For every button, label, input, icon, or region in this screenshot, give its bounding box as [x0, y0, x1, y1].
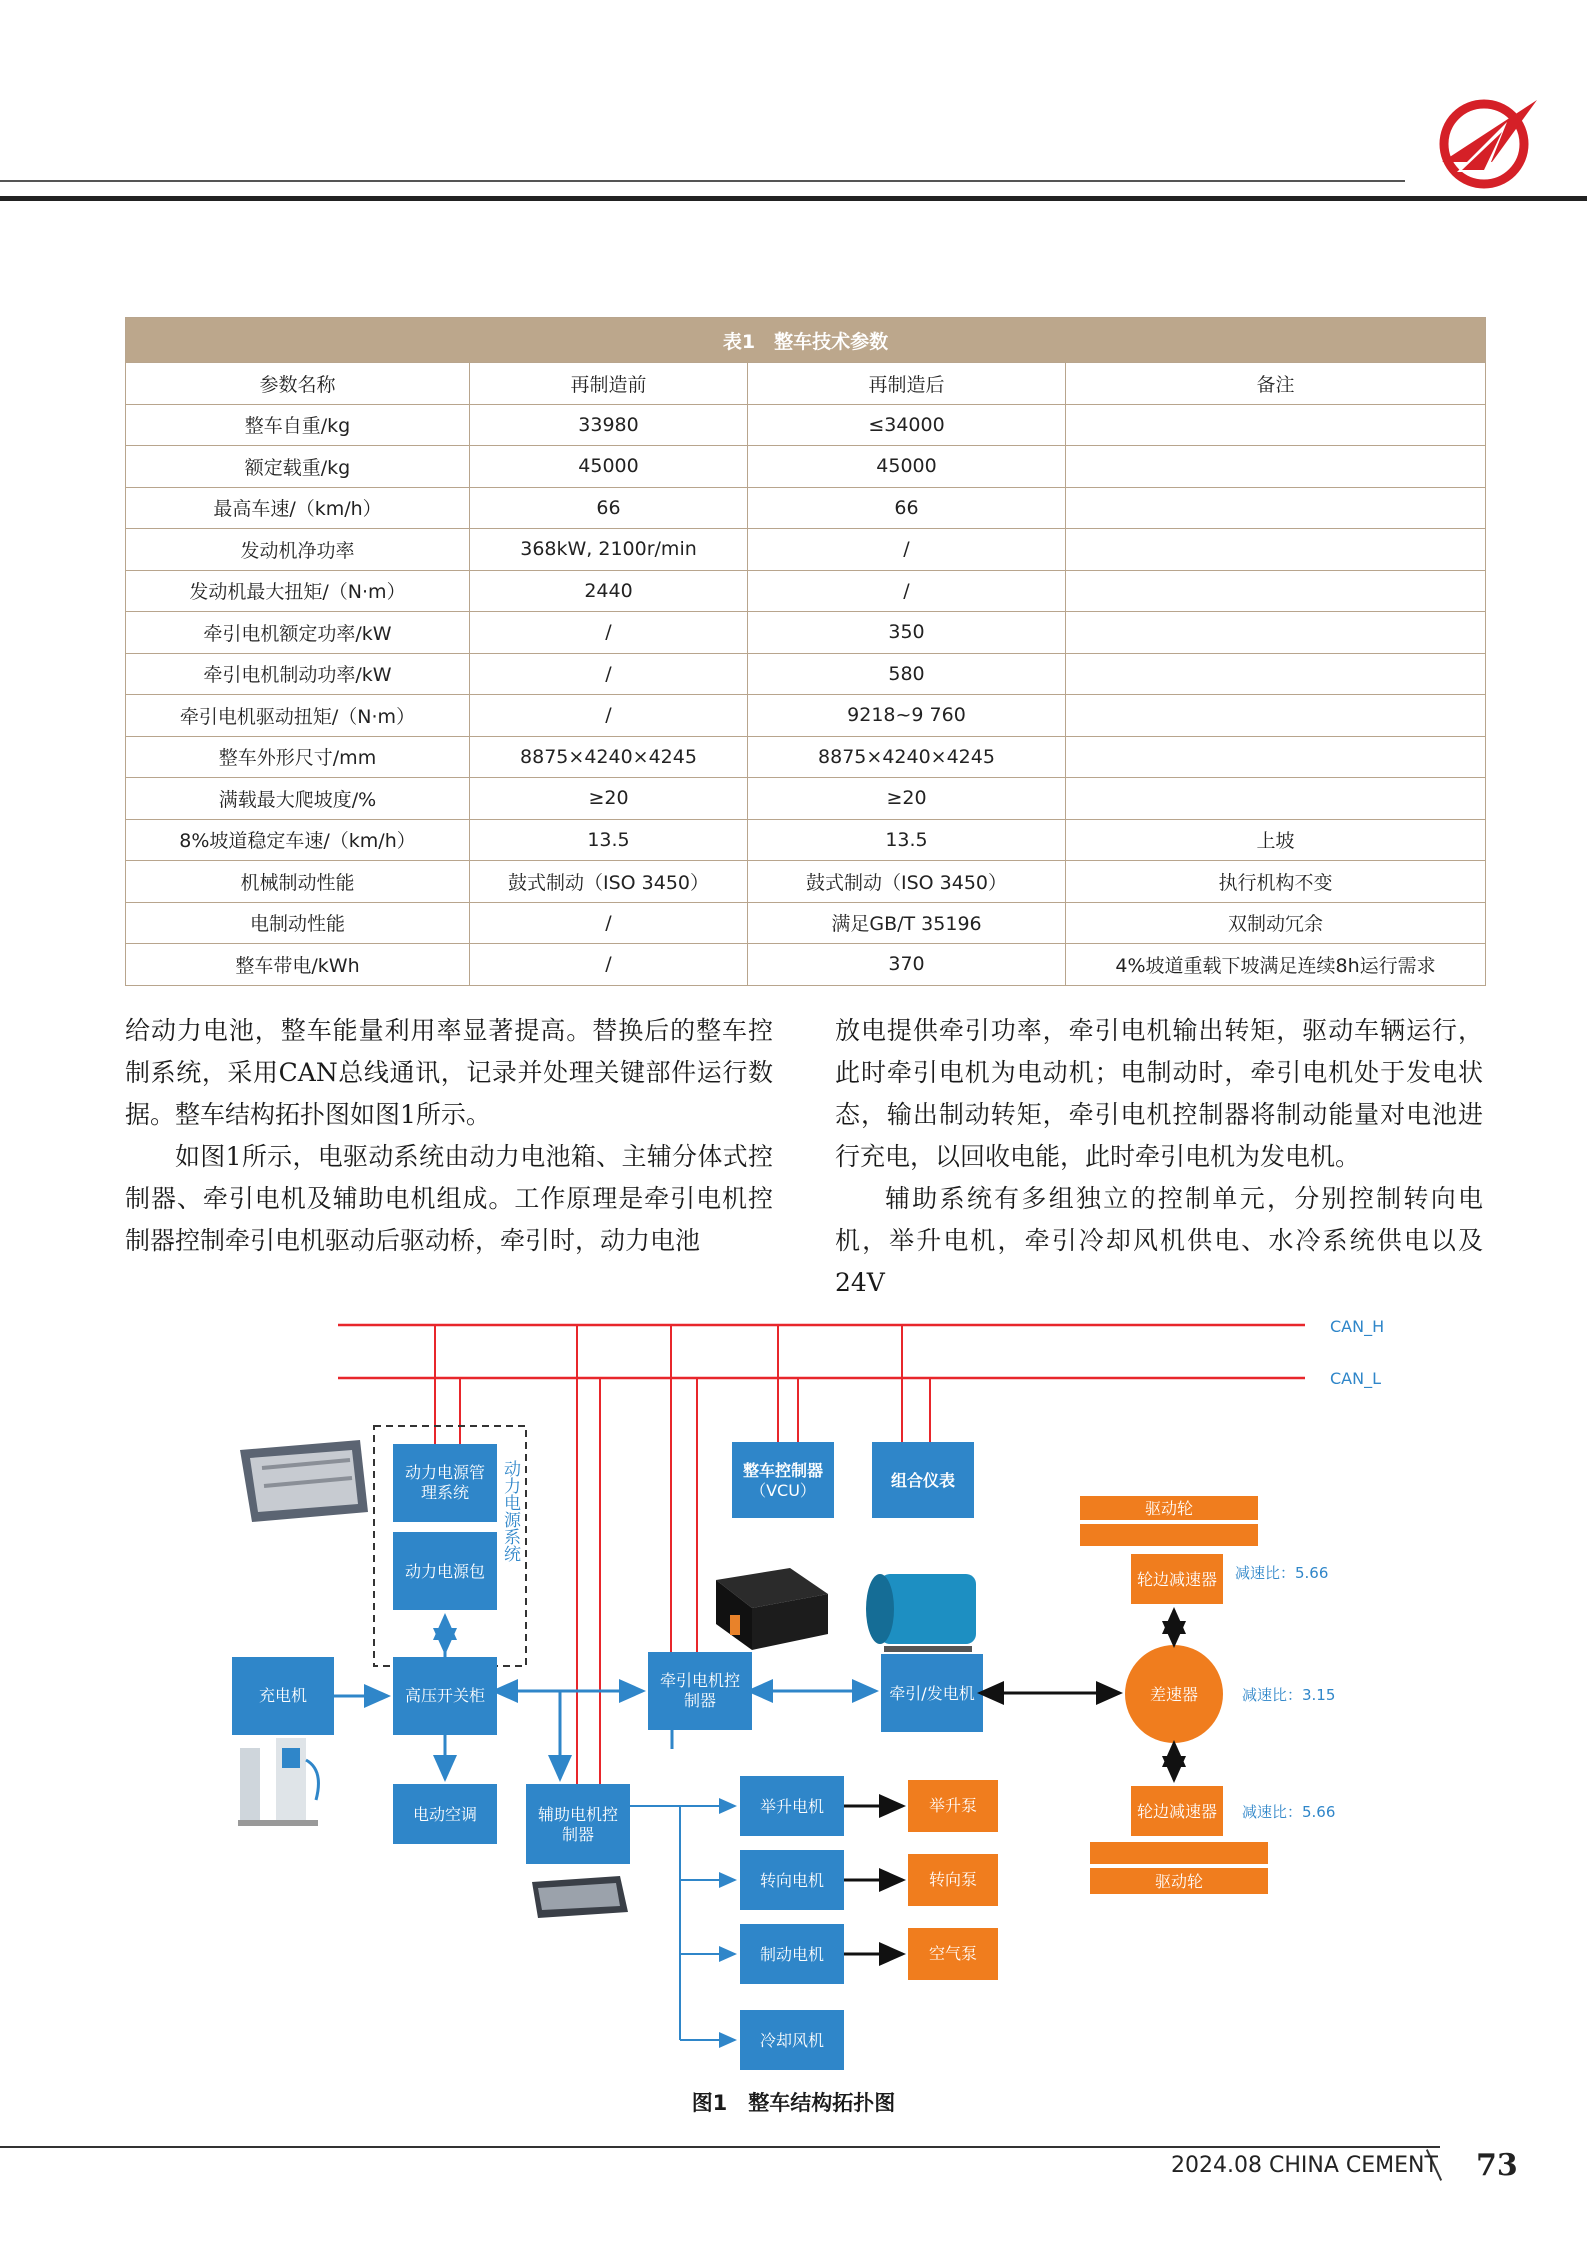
- table-cell: 66: [470, 487, 748, 529]
- air-pump-label: 空气泵: [928, 1944, 978, 1963]
- table-cell: [1066, 695, 1486, 737]
- footer-rule: [0, 2146, 1440, 2148]
- table-cell: [1066, 736, 1486, 778]
- table-cell: 上坡: [1066, 819, 1486, 861]
- table-cell: 66: [748, 487, 1066, 529]
- ac-label: 电动空调: [412, 1805, 478, 1824]
- table-cell: /: [470, 902, 748, 944]
- aux-controller-label-2: 制器: [561, 1825, 595, 1844]
- table-header-row: [126, 363, 1486, 405]
- topology-diagram: [0, 1290, 1587, 2080]
- table-cell: [1066, 653, 1486, 695]
- table-cell: 2440: [470, 570, 748, 612]
- table-cell: 368kW, 2100r/min: [470, 529, 748, 571]
- table-cell: 45000: [470, 446, 748, 488]
- table-cell: 整车带电/kWh: [126, 944, 470, 986]
- table-row: [126, 861, 1486, 903]
- table-row: [126, 487, 1486, 529]
- table-cell: ≥20: [748, 778, 1066, 820]
- journal-logo-icon: [1432, 92, 1542, 192]
- table-cell: 整车外形尺寸/mm: [126, 736, 470, 778]
- table-cell: 8%坡道稳定车速/（km/h）: [126, 819, 470, 861]
- table-cell: 最高车速/（km/h）: [126, 487, 470, 529]
- table-row: [126, 695, 1486, 737]
- instrument-label: 组合仪表: [890, 1471, 956, 1490]
- table-row: [126, 653, 1486, 695]
- table-header-cell: 备注: [1066, 363, 1486, 405]
- tech-parameters-table: [125, 317, 1486, 986]
- table-cell: 鼓式制动（ISO 3450）: [470, 861, 748, 903]
- battery-module-icon: [240, 1440, 368, 1522]
- charger-icon: [238, 1738, 318, 1826]
- table-cell: /: [470, 944, 748, 986]
- table-header-cell: 参数名称: [126, 363, 470, 405]
- table-cell: 双制动冗余: [1066, 902, 1486, 944]
- table-cell: [1066, 446, 1486, 488]
- table-cell: [1066, 404, 1486, 446]
- table-row: [126, 778, 1486, 820]
- traction-motor-icon: [866, 1574, 976, 1652]
- table-header-cell: 再制造后: [748, 363, 1066, 405]
- table-cell: [1066, 570, 1486, 612]
- table-cell: 8875×4240×4245: [748, 736, 1066, 778]
- table-row: [126, 446, 1486, 488]
- table-cell: 满足GB/T 35196: [748, 902, 1066, 944]
- table-cell: [1066, 778, 1486, 820]
- cool-fan-label: 冷却风机: [759, 2031, 825, 2050]
- table-cell: 580: [748, 653, 1066, 695]
- text-column-left: [125, 1010, 773, 1262]
- drive-wheel-bottom-label: 驱动轮: [1154, 1872, 1204, 1891]
- table-cell: 整车自重/kg: [126, 404, 470, 446]
- vcu-label-2: （VCU）: [750, 1481, 816, 1500]
- table-row: [126, 529, 1486, 571]
- steer-pump-label: 转向泵: [928, 1870, 978, 1889]
- table-cell: 8875×4240×4245: [470, 736, 748, 778]
- traction-controller-label-1: 牵引电机控: [659, 1671, 741, 1690]
- hub-reducer-bottom-label: 轮边减速器: [1136, 1802, 1218, 1821]
- table-cell: ≤34000: [748, 404, 1066, 446]
- bms-label-1: 动力电源管: [404, 1463, 486, 1482]
- table-cell: 13.5: [470, 819, 748, 861]
- table-cell: 鼓式制动（ISO 3450）: [748, 861, 1066, 903]
- table-cell: 9218~9 760: [748, 695, 1066, 737]
- table-cell: ≥20: [470, 778, 748, 820]
- paragraph: 辅助系统有多组独立的控制单元，分别控制转向电机，举升电机，牵引冷却风机供电、水冷系统供电以及24V: [835, 1184, 1483, 1297]
- table-cell: 满载最大爬坡度/%: [126, 778, 470, 820]
- can-l-label: CAN_L: [1330, 1369, 1381, 1388]
- differential-label: 差速器: [1149, 1685, 1199, 1704]
- table-cell: [1066, 487, 1486, 529]
- header-rule-thick: [0, 196, 1587, 201]
- table-row: [126, 902, 1486, 944]
- lift-pump-label: 举升泵: [928, 1796, 978, 1815]
- traction-controller-icon: [716, 1568, 828, 1650]
- table-cell: /: [748, 529, 1066, 571]
- table-cell: 牵引电机制动功率/kW: [126, 653, 470, 695]
- table-cell: 4%坡道重载下坡满足连续8h运行需求: [1066, 944, 1486, 986]
- table-cell: 执行机构不变: [1066, 861, 1486, 903]
- hv-cabinet-label: 高压开关柜: [404, 1686, 486, 1705]
- table-row: [126, 736, 1486, 778]
- paragraph: 如图1所示，电驱动系统由动力电池箱、主辅分体式控制器、牵引电机及辅助电机组成。工作原理是牵引电机控制器控制牵引电机驱动后驱动桥，牵引时，动力电池: [125, 1142, 773, 1255]
- bms-label-2: 理系统: [420, 1483, 470, 1502]
- paragraph: 放电提供牵引功率，牵引电机输出转矩，驱动车辆运行，此时牵引电机为电动机；电制动时，牵引电机处于发电状态，输出制动转矩，牵引电机控制器将制动能量对电池进行充电，以回收电能，此时牵引电机为发电机。: [835, 1016, 1483, 1171]
- vcu-box: [732, 1442, 834, 1518]
- table-cell: [1066, 612, 1486, 654]
- ratio-diff-label: 减速比：3.15: [1242, 1686, 1336, 1704]
- table-cell: 350: [748, 612, 1066, 654]
- table-row: [126, 819, 1486, 861]
- traction-motor-label: 牵引/发电机: [889, 1684, 975, 1703]
- table-cell: 额定载重/kg: [126, 446, 470, 488]
- ratio-top-label: 减速比：5.66: [1235, 1564, 1329, 1582]
- aux-controller-box: [526, 1784, 630, 1864]
- drive-wheel-bottom-strip: [1090, 1842, 1268, 1864]
- table-cell: /: [470, 612, 748, 654]
- journal-name: 2024.08 CHINA CEMENT: [1171, 2153, 1438, 2178]
- ratio-bottom-label: 减速比：5.66: [1242, 1803, 1336, 1821]
- vcu-label-1: 整车控制器: [742, 1461, 824, 1480]
- table-cell: 发动机最大扭矩/（N·m）: [126, 570, 470, 612]
- text-column-right: [835, 1010, 1483, 1304]
- table-cell: 33980: [470, 404, 748, 446]
- can-h-label: CAN_H: [1330, 1317, 1385, 1336]
- table-cell: 13.5: [748, 819, 1066, 861]
- table-row: [126, 612, 1486, 654]
- header-rule-thin: [0, 180, 1405, 182]
- table-cell: 机械制动性能: [126, 861, 470, 903]
- table-cell: /: [470, 653, 748, 695]
- table-cell: 发动机净功率: [126, 529, 470, 571]
- page-number: 73: [1476, 2148, 1518, 2183]
- table-cell: /: [748, 570, 1066, 612]
- can-drops: [435, 1325, 930, 1842]
- steer-motor-label: 转向电机: [759, 1871, 825, 1890]
- table-cell: 牵引电机额定功率/kW: [126, 612, 470, 654]
- table-row: [126, 570, 1486, 612]
- hub-reducer-top-label: 轮边减速器: [1136, 1570, 1218, 1589]
- table-row: [126, 404, 1486, 446]
- traction-controller-label-2: 制器: [683, 1691, 717, 1710]
- charger-label: 充电机: [258, 1686, 308, 1705]
- paragraph: 给动力电池，整车能量利用率显著提高。替换后的整车控制系统，采用CAN总线通讯，记录并处理关键部件运行数据。整车结构拓扑图如图1所示。: [125, 1016, 773, 1129]
- drive-wheel-top-strip: [1080, 1524, 1258, 1546]
- drive-wheel-top-label: 驱动轮: [1144, 1499, 1194, 1518]
- battery-pack-label: 动力电源包: [404, 1562, 486, 1581]
- table-cell: [1066, 529, 1486, 571]
- lift-motor-label: 举升电机: [759, 1797, 825, 1816]
- table-cell: 牵引电机驱动扭矩/（N·m）: [126, 695, 470, 737]
- table-cell: 370: [748, 944, 1066, 986]
- figure-caption: 图1 整车结构拓扑图: [691, 2091, 896, 2115]
- table-header-cell: 再制造前: [470, 363, 748, 405]
- table-cell: 45000: [748, 446, 1066, 488]
- aux-controller-label-1: 辅助电机控: [537, 1805, 619, 1824]
- table-cell: 电制动性能: [126, 902, 470, 944]
- brake-motor-label: 制动电机: [759, 1945, 825, 1964]
- aux-battery-icon: [532, 1876, 628, 1918]
- table-cell: /: [470, 695, 748, 737]
- table-caption: 表1 整车技术参数: [126, 318, 1486, 363]
- table-row: [126, 944, 1486, 986]
- battery-system-label: 动力电源系统: [500, 1460, 520, 1562]
